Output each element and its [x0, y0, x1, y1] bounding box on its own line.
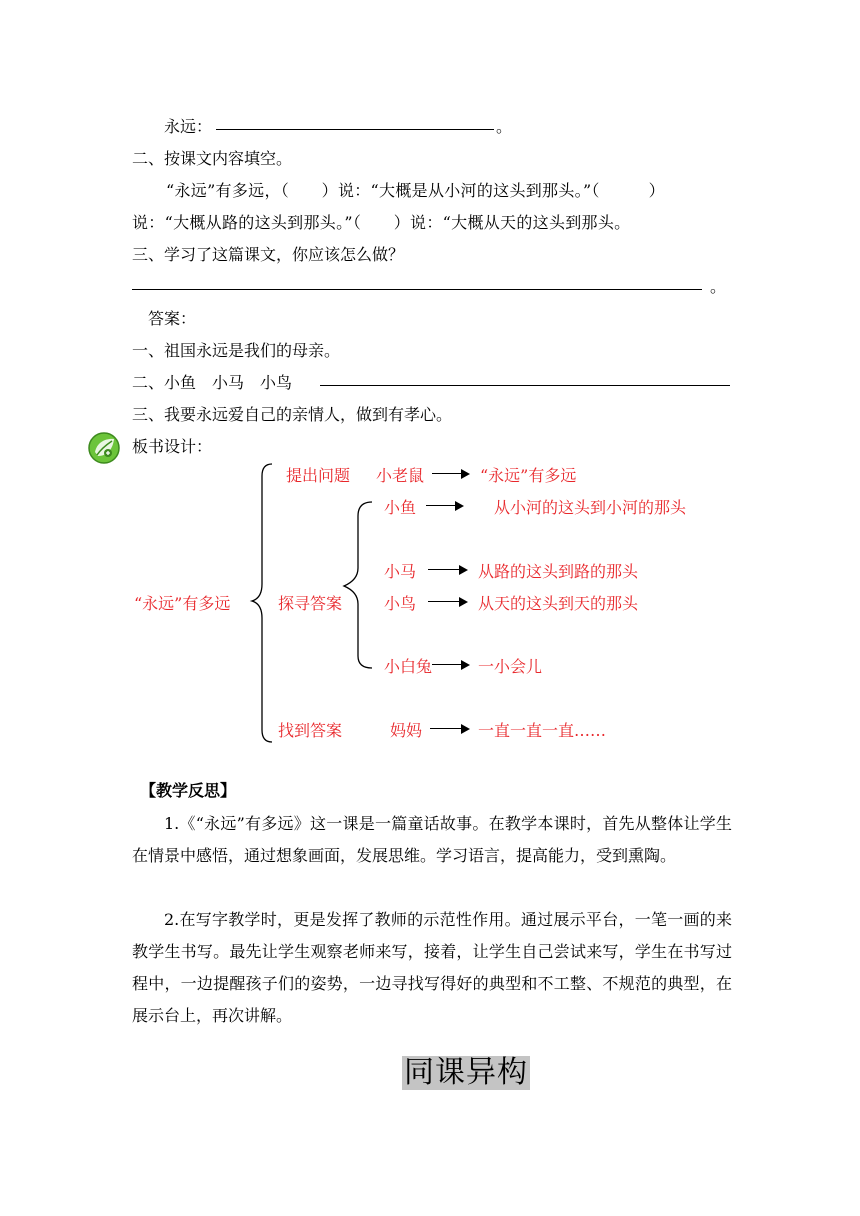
q2-heading: 二、按课文内容填空。: [132, 149, 293, 168]
answer-2: 二、小鱼 小马 小鸟: [132, 373, 293, 392]
board-item-target: 一小会儿: [478, 657, 543, 676]
q2-line1: “永远”有多远，（ ）说：“大概是从小河的这头到那头。”（ ）: [166, 181, 665, 200]
board-branch-1-subject: 小老鼠: [376, 466, 425, 485]
board-item-subject: 小鱼: [384, 498, 417, 517]
board-branch-1: 提出问题: [286, 466, 351, 485]
board-item-target: 从小河的这头到小河的那头: [494, 498, 687, 517]
board-branch-3: 找到答案: [278, 721, 343, 740]
board-root: “永远”有多远: [134, 594, 231, 613]
answers-heading: 答案：: [148, 309, 197, 328]
board-item-target: 从天的这头到天的那头: [478, 594, 639, 613]
arrow-icon: [426, 500, 464, 512]
section-title: 同课异构: [404, 1055, 528, 1090]
board-branch-1-target: “永远”有多远: [480, 466, 577, 485]
q2-line2: 说：“大概从路的这头到那头。”（ ）说：“大概从天的这头到那头。: [132, 213, 631, 232]
arrow-icon: [428, 564, 468, 576]
answer-1: 一、祖国永远是我们的母亲。: [132, 341, 341, 360]
reflection-paragraph-1: 1.《“永远”有多远》这一课是一篇童话故事。在教学本课时，首先从整体让学生在情景中感悟，通过想象画面，发展思维。学习语言，提高能力，受到熏陶。: [132, 814, 732, 865]
answer-3: 三、我要永远爱自己的亲情人，做到有孝心。: [132, 405, 453, 424]
arrow-icon: [432, 659, 470, 671]
forever-end: 。: [496, 117, 513, 136]
q3-heading: 三、学习了这篇课文，你应该怎么做？: [132, 245, 405, 264]
arrow-icon: [428, 596, 468, 608]
reflection-paragraph-2: 2.在写字教学时，更是发挥了教师的示范性作用。通过展示平台，一笔一画的来教学生书写。最先让学生观察老师来写，接着，让学生自己尝试来写，学生在书写过程中，一边提醒孩子们的姿势，一边寻找写得好的典型和不工整、不规范的典型，在展示台上，再次讲解。: [132, 910, 732, 1025]
board-item-subject: 小鸟: [384, 594, 417, 613]
arrow-icon: [432, 468, 470, 480]
board-branch-3-target: 一直一直一直……: [478, 721, 607, 740]
board-item-subject: 小白兔: [384, 657, 433, 676]
reflection-heading: 【教学反思】: [140, 781, 237, 800]
forever-label: 永远：: [164, 117, 213, 136]
board-heading: 板书设计：: [132, 437, 213, 456]
board-item-subject: 小马: [384, 562, 417, 581]
arrow-icon: [430, 723, 470, 735]
board-item-target: 从路的这头到路的那头: [478, 562, 639, 581]
board-branch-3-subject: 妈妈: [390, 721, 423, 740]
board-branch-2: 探寻答案: [278, 594, 343, 613]
q3-end: 。: [710, 277, 727, 296]
